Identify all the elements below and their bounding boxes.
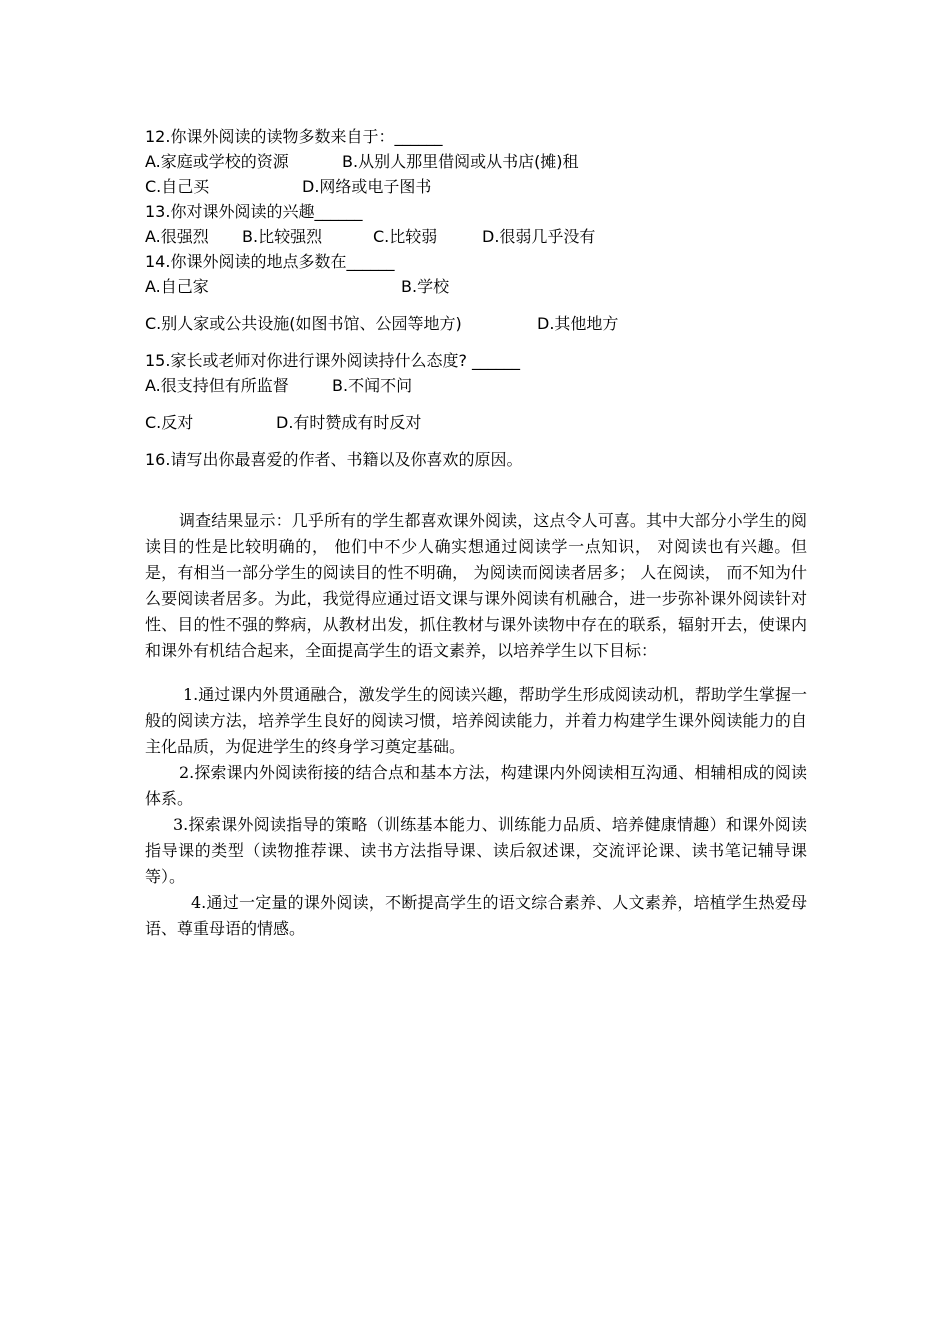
question-15-option-a: A.很支持但有所监督 xyxy=(145,376,289,395)
question-14-option-d: D.其他地方 xyxy=(537,314,619,333)
question-12-option-c: C.自己买 xyxy=(145,177,210,196)
question-13-title: 13.你对课外阅读的兴趣______ xyxy=(145,202,363,221)
question-14-option-b: B.学校 xyxy=(401,277,450,296)
question-13-option-b: B.比较强烈 xyxy=(242,227,323,246)
goal-4-paragraph: 4.通过一定量的课外阅读，不断提高学生的语文综合素养、人文素养，培植学生热爱母语、尊重母语的情感。 xyxy=(145,893,807,938)
goal-3-paragraph: 3.探索课外阅读指导的策略（训练基本能力、训练能力品质、培养健康情趣）和课外阅读指导课的类型（读物推荐课、读书方法指导课、读后叙述课，交流评论课、读书笔记辅导课等）。 xyxy=(145,815,807,886)
question-12-title: 12.你课外阅读的读物多数来自于：______ xyxy=(145,127,443,146)
question-12-option-b: B.从别人那里借阅或从书店(摊)租 xyxy=(342,152,579,171)
question-12-option-d: D.网络或电子图书 xyxy=(302,177,432,196)
question-14-option-c: C.别人家或公共设施(如图书馆、公园等地方) xyxy=(145,314,462,333)
question-13-option-d: D.很弱几乎没有 xyxy=(482,227,596,246)
survey-summary-paragraph: 调查结果显示：几乎所有的学生都喜欢课外阅读，这点令人可喜。其中大部分小学生的阅读目的性是比较明确的， 他们中不少人确实想通过阅读学一点知识， 对阅读也有兴趣。但是，有相当一部分学生的阅读目的性不明确， 为阅读而阅读者居多； 人在阅读， 而不知为什么要阅读者居多。为此，我觉得应通过语文课与课外阅读有机融合，进一步弥补课外阅读针对性、目的性不强的弊病，从教材出发，抓住教材与课外读物中存在的联系，辐射开去，使课内和课外有机结合起来，全面提高学生的语文素养，以培养学生以下目标： xyxy=(145,511,807,660)
question-15-option-c: C.反对 xyxy=(145,413,194,432)
question-14-option-a: A.自己家 xyxy=(145,277,209,296)
goal-2-paragraph: 2.探索课内外阅读衔接的结合点和基本方法，构建课内外阅读相互沟通、相辅相成的阅读体系。 xyxy=(145,763,807,808)
question-13-option-c: C.比较弱 xyxy=(373,227,438,246)
question-15-option-d: D.有时赞成有时反对 xyxy=(276,413,422,432)
question-14-title: 14.你课外阅读的地点多数在______ xyxy=(145,252,395,271)
goal-1-paragraph: 1.通过课内外贯通融合，激发学生的阅读兴趣，帮助学生形成阅读动机，帮助学生掌握一般的阅读方法，培养学生良好的阅读习惯，培养阅读能力，并着力构建学生课外阅读能力的自主化品质，为促进学生的终身学习奠定基础。 xyxy=(145,685,807,756)
question-13-option-a: A.很强烈 xyxy=(145,227,209,246)
question-12-option-a: A.家庭或学校的资源 xyxy=(145,152,289,171)
question-16-title: 16.请写出你最喜爱的作者、书籍以及你喜欢的原因。 xyxy=(145,450,523,469)
question-15-title: 15.家长或老师对你进行课外阅读持什么态度? ______ xyxy=(145,351,521,370)
question-15-option-b: B.不闻不问 xyxy=(332,376,413,395)
